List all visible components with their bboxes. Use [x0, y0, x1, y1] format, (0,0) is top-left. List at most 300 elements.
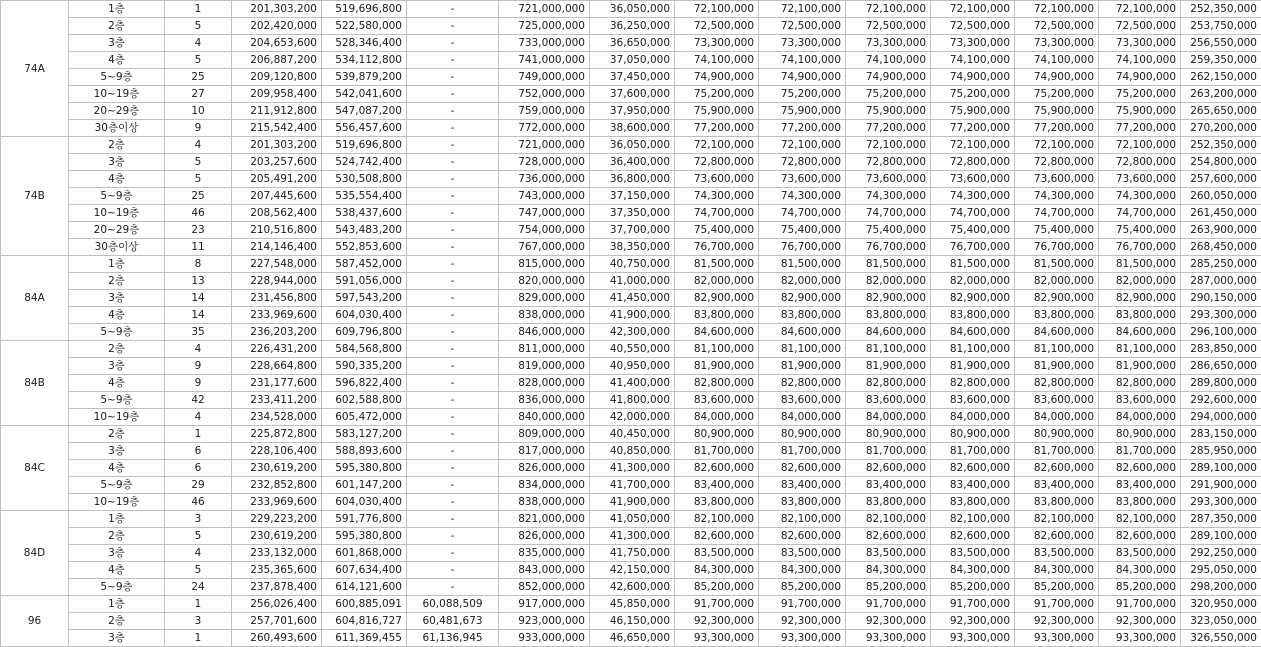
floor-cell: 5~9층 [69, 477, 165, 494]
units-cell: 5 [165, 154, 232, 171]
contract-deposit-cell: 42,150,000 [590, 562, 675, 579]
balance-cell: 296,100,000 [1181, 324, 1261, 341]
interim-6-cell: 84,300,000 [1099, 562, 1181, 579]
balance-cell: 261,450,000 [1181, 205, 1261, 222]
balance-cell: 262,150,000 [1181, 69, 1261, 86]
vat-cell: - [407, 69, 499, 86]
vat-cell: - [407, 307, 499, 324]
vat-cell: - [407, 494, 499, 511]
balance-cell: 283,850,000 [1181, 341, 1261, 358]
units-cell: 4 [165, 341, 232, 358]
building-price-cell: 584,568,800 [322, 341, 407, 358]
interim-5-cell: 72,100,000 [1015, 137, 1099, 154]
balance-cell: 320,950,000 [1181, 596, 1261, 613]
total-price-cell: 852,000,000 [499, 579, 590, 596]
interim-6-cell: 82,900,000 [1099, 290, 1181, 307]
land-price-cell: 228,664,800 [232, 358, 322, 375]
vat-cell: - [407, 511, 499, 528]
interim-2-cell: 81,900,000 [759, 358, 846, 375]
interim-4-cell: 81,100,000 [931, 341, 1015, 358]
balance-cell: 268,450,000 [1181, 239, 1261, 256]
balance-cell: 254,800,000 [1181, 154, 1261, 171]
units-cell: 4 [165, 545, 232, 562]
floor-cell: 20~29층 [69, 222, 165, 239]
interim-4-cell: 72,500,000 [931, 18, 1015, 35]
contract-deposit-cell: 38,600,000 [590, 120, 675, 137]
contract-deposit-cell: 41,450,000 [590, 290, 675, 307]
units-cell: 14 [165, 290, 232, 307]
interim-1-cell: 81,100,000 [675, 341, 759, 358]
units-cell: 6 [165, 443, 232, 460]
interim-1-cell: 74,300,000 [675, 188, 759, 205]
interim-5-cell: 92,300,000 [1015, 613, 1099, 630]
balance-cell: 287,000,000 [1181, 273, 1261, 290]
interim-2-cell: 83,400,000 [759, 477, 846, 494]
interim-4-cell: 81,900,000 [931, 358, 1015, 375]
balance-cell: 298,200,000 [1181, 579, 1261, 596]
units-cell: 27 [165, 86, 232, 103]
floor-cell: 2층 [69, 18, 165, 35]
interim-4-cell: 82,600,000 [931, 528, 1015, 545]
interim-4-cell: 84,000,000 [931, 409, 1015, 426]
table-row [1, 392, 1261, 409]
interim-4-cell: 82,000,000 [931, 273, 1015, 290]
floor-cell: 5~9층 [69, 392, 165, 409]
interim-6-cell: 93,300,000 [1099, 630, 1181, 647]
vat-cell: - [407, 290, 499, 307]
interim-5-cell: 74,900,000 [1015, 69, 1099, 86]
total-price-cell: 836,000,000 [499, 392, 590, 409]
interim-6-cell: 82,000,000 [1099, 273, 1181, 290]
balance-cell: 294,000,000 [1181, 409, 1261, 426]
vat-cell: - [407, 392, 499, 409]
interim-2-cell: 83,800,000 [759, 307, 846, 324]
interim-6-cell: 83,800,000 [1099, 494, 1181, 511]
units-cell: 46 [165, 205, 232, 222]
balance-cell: 263,900,000 [1181, 222, 1261, 239]
total-price-cell: 817,000,000 [499, 443, 590, 460]
interim-1-cell: 72,100,000 [675, 137, 759, 154]
floor-cell: 2층 [69, 341, 165, 358]
interim-5-cell: 72,800,000 [1015, 154, 1099, 171]
balance-cell: 260,050,000 [1181, 188, 1261, 205]
interim-3-cell: 75,400,000 [846, 222, 931, 239]
total-price-cell: 838,000,000 [499, 494, 590, 511]
building-price-cell: 538,437,600 [322, 205, 407, 222]
total-price-cell: 820,000,000 [499, 273, 590, 290]
interim-4-cell: 74,300,000 [931, 188, 1015, 205]
interim-1-cell: 82,600,000 [675, 528, 759, 545]
balance-cell: 292,250,000 [1181, 545, 1261, 562]
units-cell: 1 [165, 596, 232, 613]
table-row [1, 239, 1261, 256]
building-price-cell: 591,056,000 [322, 273, 407, 290]
contract-deposit-cell: 41,300,000 [590, 528, 675, 545]
contract-deposit-cell: 37,350,000 [590, 205, 675, 222]
balance-cell: 287,350,000 [1181, 511, 1261, 528]
table-row [1, 613, 1261, 630]
interim-2-cell: 75,900,000 [759, 103, 846, 120]
interim-4-cell: 82,600,000 [931, 460, 1015, 477]
balance-cell: 326,550,000 [1181, 630, 1261, 647]
interim-6-cell: 75,200,000 [1099, 86, 1181, 103]
interim-2-cell: 82,600,000 [759, 528, 846, 545]
building-price-cell: 519,696,800 [322, 137, 407, 154]
interim-3-cell: 81,900,000 [846, 358, 931, 375]
interim-5-cell: 83,500,000 [1015, 545, 1099, 562]
interim-6-cell: 75,400,000 [1099, 222, 1181, 239]
table-row [1, 103, 1261, 120]
land-price-cell: 207,445,600 [232, 188, 322, 205]
interim-3-cell: 91,700,000 [846, 596, 931, 613]
units-cell: 42 [165, 392, 232, 409]
vat-cell: - [407, 222, 499, 239]
table-row [1, 120, 1261, 137]
interim-6-cell: 83,400,000 [1099, 477, 1181, 494]
contract-deposit-cell: 36,650,000 [590, 35, 675, 52]
interim-2-cell: 83,600,000 [759, 392, 846, 409]
floor-cell: 1층 [69, 1, 165, 18]
land-price-cell: 236,203,200 [232, 324, 322, 341]
units-cell: 5 [165, 528, 232, 545]
interim-4-cell: 76,700,000 [931, 239, 1015, 256]
interim-2-cell: 85,200,000 [759, 579, 846, 596]
building-price-cell: 542,041,600 [322, 86, 407, 103]
land-price-cell: 234,528,000 [232, 409, 322, 426]
units-cell: 9 [165, 358, 232, 375]
building-price-cell: 595,380,800 [322, 460, 407, 477]
interim-2-cell: 73,600,000 [759, 171, 846, 188]
interim-1-cell: 92,300,000 [675, 613, 759, 630]
interim-1-cell: 81,500,000 [675, 256, 759, 273]
interim-4-cell: 82,100,000 [931, 511, 1015, 528]
balance-cell: 252,350,000 [1181, 1, 1261, 18]
balance-cell: 285,250,000 [1181, 256, 1261, 273]
interim-4-cell: 82,900,000 [931, 290, 1015, 307]
interim-4-cell: 81,500,000 [931, 256, 1015, 273]
total-price-cell: 733,000,000 [499, 35, 590, 52]
land-price-cell: 215,542,400 [232, 120, 322, 137]
interim-1-cell: 72,500,000 [675, 18, 759, 35]
land-price-cell: 230,619,200 [232, 528, 322, 545]
interim-2-cell: 91,700,000 [759, 596, 846, 613]
interim-4-cell: 83,600,000 [931, 392, 1015, 409]
interim-6-cell: 83,800,000 [1099, 307, 1181, 324]
contract-deposit-cell: 37,150,000 [590, 188, 675, 205]
interim-3-cell: 84,600,000 [846, 324, 931, 341]
interim-3-cell: 82,100,000 [846, 511, 931, 528]
vat-cell: - [407, 103, 499, 120]
land-price-cell: 210,516,800 [232, 222, 322, 239]
interim-4-cell: 92,300,000 [931, 613, 1015, 630]
interim-5-cell: 75,400,000 [1015, 222, 1099, 239]
interim-6-cell: 72,100,000 [1099, 1, 1181, 18]
balance-cell: 253,750,000 [1181, 18, 1261, 35]
land-price-cell: 225,872,800 [232, 426, 322, 443]
units-cell: 29 [165, 477, 232, 494]
unit-type-cell: 74B [1, 137, 69, 256]
interim-3-cell: 74,300,000 [846, 188, 931, 205]
building-price-cell: 604,816,727 [322, 613, 407, 630]
land-price-cell: 206,887,200 [232, 52, 322, 69]
interim-1-cell: 72,800,000 [675, 154, 759, 171]
interim-6-cell: 76,700,000 [1099, 239, 1181, 256]
interim-2-cell: 73,300,000 [759, 35, 846, 52]
contract-deposit-cell: 37,600,000 [590, 86, 675, 103]
total-price-cell: 772,000,000 [499, 120, 590, 137]
interim-6-cell: 81,500,000 [1099, 256, 1181, 273]
interim-3-cell: 93,300,000 [846, 630, 931, 647]
interim-5-cell: 93,300,000 [1015, 630, 1099, 647]
interim-1-cell: 82,600,000 [675, 460, 759, 477]
units-cell: 13 [165, 273, 232, 290]
floor-cell: 5~9층 [69, 579, 165, 596]
interim-6-cell: 82,100,000 [1099, 511, 1181, 528]
units-cell: 9 [165, 120, 232, 137]
floor-cell: 4층 [69, 307, 165, 324]
interim-1-cell: 81,900,000 [675, 358, 759, 375]
vat-cell: - [407, 171, 499, 188]
interim-5-cell: 74,100,000 [1015, 52, 1099, 69]
interim-3-cell: 77,200,000 [846, 120, 931, 137]
land-price-cell: 209,958,400 [232, 86, 322, 103]
vat-cell: 60,481,673 [407, 613, 499, 630]
table-row [1, 426, 1261, 443]
floor-cell: 3층 [69, 545, 165, 562]
interim-2-cell: 74,700,000 [759, 205, 846, 222]
contract-deposit-cell: 40,550,000 [590, 341, 675, 358]
table-row [1, 154, 1261, 171]
building-price-cell: 547,087,200 [322, 103, 407, 120]
land-price-cell: 226,431,200 [232, 341, 322, 358]
building-price-cell: 596,822,400 [322, 375, 407, 392]
interim-4-cell: 83,500,000 [931, 545, 1015, 562]
interim-4-cell: 75,400,000 [931, 222, 1015, 239]
interim-1-cell: 83,400,000 [675, 477, 759, 494]
interim-6-cell: 72,800,000 [1099, 154, 1181, 171]
interim-5-cell: 72,100,000 [1015, 1, 1099, 18]
vat-cell: - [407, 1, 499, 18]
interim-4-cell: 85,200,000 [931, 579, 1015, 596]
contract-deposit-cell: 40,950,000 [590, 358, 675, 375]
interim-2-cell: 72,100,000 [759, 137, 846, 154]
balance-cell: 293,300,000 [1181, 494, 1261, 511]
vat-cell: - [407, 205, 499, 222]
table-row [1, 358, 1261, 375]
interim-4-cell: 81,700,000 [931, 443, 1015, 460]
total-price-cell: 809,000,000 [499, 426, 590, 443]
vat-cell: - [407, 52, 499, 69]
land-price-cell: 260,493,600 [232, 630, 322, 647]
land-price-cell: 209,120,800 [232, 69, 322, 86]
building-price-cell: 590,335,200 [322, 358, 407, 375]
total-price-cell: 826,000,000 [499, 528, 590, 545]
contract-deposit-cell: 37,450,000 [590, 69, 675, 86]
units-cell: 10 [165, 103, 232, 120]
interim-6-cell: 83,600,000 [1099, 392, 1181, 409]
units-cell: 9 [165, 375, 232, 392]
building-price-cell: 556,457,600 [322, 120, 407, 137]
vat-cell: - [407, 409, 499, 426]
interim-3-cell: 83,600,000 [846, 392, 931, 409]
total-price-cell: 815,000,000 [499, 256, 590, 273]
interim-5-cell: 81,100,000 [1015, 341, 1099, 358]
interim-4-cell: 83,800,000 [931, 307, 1015, 324]
interim-3-cell: 75,200,000 [846, 86, 931, 103]
total-price-cell: 767,000,000 [499, 239, 590, 256]
interim-5-cell: 77,200,000 [1015, 120, 1099, 137]
total-price-cell: 721,000,000 [499, 137, 590, 154]
interim-1-cell: 74,100,000 [675, 52, 759, 69]
interim-5-cell: 82,600,000 [1015, 528, 1099, 545]
units-cell: 6 [165, 460, 232, 477]
land-price-cell: 208,562,400 [232, 205, 322, 222]
balance-cell: 291,900,000 [1181, 477, 1261, 494]
interim-4-cell: 91,700,000 [931, 596, 1015, 613]
units-cell: 5 [165, 171, 232, 188]
table-row [1, 256, 1261, 273]
interim-5-cell: 74,300,000 [1015, 188, 1099, 205]
interim-1-cell: 74,900,000 [675, 69, 759, 86]
land-price-cell: 235,365,600 [232, 562, 322, 579]
table-row [1, 460, 1261, 477]
interim-6-cell: 83,500,000 [1099, 545, 1181, 562]
vat-cell: - [407, 273, 499, 290]
interim-5-cell: 75,900,000 [1015, 103, 1099, 120]
balance-cell: 289,800,000 [1181, 375, 1261, 392]
interim-6-cell: 91,700,000 [1099, 596, 1181, 613]
table-row [1, 528, 1261, 545]
building-price-cell: 539,879,200 [322, 69, 407, 86]
interim-5-cell: 91,700,000 [1015, 596, 1099, 613]
interim-5-cell: 84,600,000 [1015, 324, 1099, 341]
building-price-cell: 588,893,600 [322, 443, 407, 460]
interim-3-cell: 82,000,000 [846, 273, 931, 290]
vat-cell: - [407, 239, 499, 256]
floor-cell: 4층 [69, 375, 165, 392]
contract-deposit-cell: 41,000,000 [590, 273, 675, 290]
building-price-cell: 597,543,200 [322, 290, 407, 307]
interim-1-cell: 82,800,000 [675, 375, 759, 392]
interim-3-cell: 84,300,000 [846, 562, 931, 579]
vat-cell: - [407, 256, 499, 273]
floor-cell: 3층 [69, 35, 165, 52]
land-price-cell: 211,912,800 [232, 103, 322, 120]
interim-2-cell: 72,100,000 [759, 1, 846, 18]
vat-cell: - [407, 324, 499, 341]
interim-3-cell: 82,800,000 [846, 375, 931, 392]
interim-2-cell: 84,000,000 [759, 409, 846, 426]
floor-cell: 1층 [69, 511, 165, 528]
interim-3-cell: 83,400,000 [846, 477, 931, 494]
interim-2-cell: 74,300,000 [759, 188, 846, 205]
balance-cell: 256,550,000 [1181, 35, 1261, 52]
total-price-cell: 846,000,000 [499, 324, 590, 341]
vat-cell: - [407, 120, 499, 137]
units-cell: 23 [165, 222, 232, 239]
interim-4-cell: 72,100,000 [931, 137, 1015, 154]
contract-deposit-cell: 36,400,000 [590, 154, 675, 171]
interim-4-cell: 83,800,000 [931, 494, 1015, 511]
contract-deposit-cell: 41,800,000 [590, 392, 675, 409]
interim-2-cell: 84,600,000 [759, 324, 846, 341]
total-price-cell: 923,000,000 [499, 613, 590, 630]
interim-1-cell: 83,500,000 [675, 545, 759, 562]
land-price-cell: 229,223,200 [232, 511, 322, 528]
interim-1-cell: 84,300,000 [675, 562, 759, 579]
total-price-cell: 821,000,000 [499, 511, 590, 528]
floor-cell: 4층 [69, 460, 165, 477]
interim-5-cell: 74,700,000 [1015, 205, 1099, 222]
building-price-cell: 528,346,400 [322, 35, 407, 52]
floor-cell: 2층 [69, 613, 165, 630]
units-cell: 5 [165, 18, 232, 35]
land-price-cell: 233,969,600 [232, 307, 322, 324]
units-cell: 8 [165, 256, 232, 273]
interim-3-cell: 74,700,000 [846, 205, 931, 222]
interim-1-cell: 91,700,000 [675, 596, 759, 613]
contract-deposit-cell: 41,300,000 [590, 460, 675, 477]
land-price-cell: 230,619,200 [232, 460, 322, 477]
table-row [1, 205, 1261, 222]
total-price-cell: 721,000,000 [499, 1, 590, 18]
balance-cell: 290,150,000 [1181, 290, 1261, 307]
interim-5-cell: 84,300,000 [1015, 562, 1099, 579]
units-cell: 3 [165, 511, 232, 528]
vat-cell: - [407, 460, 499, 477]
balance-cell: 259,350,000 [1181, 52, 1261, 69]
vat-cell: - [407, 375, 499, 392]
contract-deposit-cell: 41,900,000 [590, 494, 675, 511]
interim-3-cell: 81,700,000 [846, 443, 931, 460]
contract-deposit-cell: 46,650,000 [590, 630, 675, 647]
floor-cell: 2층 [69, 137, 165, 154]
interim-5-cell: 81,500,000 [1015, 256, 1099, 273]
total-price-cell: 828,000,000 [499, 375, 590, 392]
land-price-cell: 203,257,600 [232, 154, 322, 171]
interim-3-cell: 72,800,000 [846, 154, 931, 171]
total-price-cell: 749,000,000 [499, 69, 590, 86]
contract-deposit-cell: 36,800,000 [590, 171, 675, 188]
vat-cell: - [407, 426, 499, 443]
floor-cell: 10~19층 [69, 494, 165, 511]
interim-6-cell: 82,600,000 [1099, 528, 1181, 545]
contract-deposit-cell: 40,750,000 [590, 256, 675, 273]
total-price-cell: 834,000,000 [499, 477, 590, 494]
contract-deposit-cell: 41,400,000 [590, 375, 675, 392]
balance-cell: 285,950,000 [1181, 443, 1261, 460]
interim-1-cell: 83,800,000 [675, 307, 759, 324]
land-price-cell: 228,944,000 [232, 273, 322, 290]
contract-deposit-cell: 46,150,000 [590, 613, 675, 630]
interim-1-cell: 75,200,000 [675, 86, 759, 103]
interim-5-cell: 72,500,000 [1015, 18, 1099, 35]
interim-2-cell: 80,900,000 [759, 426, 846, 443]
land-price-cell: 237,878,400 [232, 579, 322, 596]
contract-deposit-cell: 37,700,000 [590, 222, 675, 239]
contract-deposit-cell: 40,450,000 [590, 426, 675, 443]
floor-cell: 4층 [69, 171, 165, 188]
interim-5-cell: 85,200,000 [1015, 579, 1099, 596]
interim-1-cell: 74,700,000 [675, 205, 759, 222]
interim-2-cell: 83,800,000 [759, 494, 846, 511]
interim-2-cell: 75,400,000 [759, 222, 846, 239]
floor-cell: 4층 [69, 52, 165, 69]
total-price-cell: 747,000,000 [499, 205, 590, 222]
land-price-cell: 257,701,600 [232, 613, 322, 630]
interim-2-cell: 82,600,000 [759, 460, 846, 477]
floor-cell: 3층 [69, 443, 165, 460]
